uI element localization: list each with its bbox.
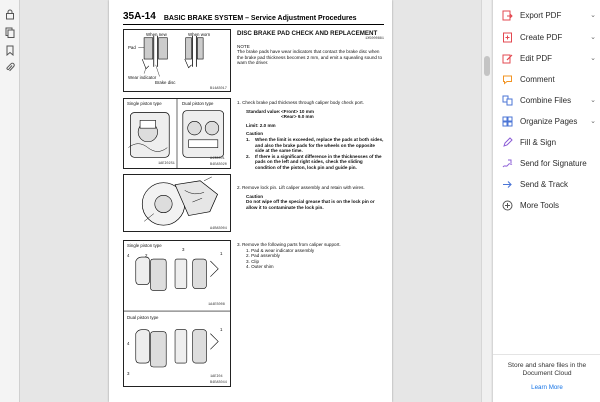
label-when-new: When new bbox=[146, 32, 167, 37]
step-1: 1. Check brake pad thickness through caliper body check port. bbox=[237, 100, 364, 105]
callout-1-dual: 1 bbox=[220, 327, 223, 332]
page-number: 35A-14 bbox=[123, 11, 156, 22]
chevron-down-icon[interactable]: ⌄ bbox=[590, 55, 596, 62]
scrollbar-thumb[interactable] bbox=[484, 56, 490, 76]
fill-sign-icon bbox=[501, 136, 513, 148]
comment-icon bbox=[501, 73, 513, 85]
lift-caliper-drawing bbox=[124, 175, 230, 231]
caution-item-2-text: If there is a significant difference in the thicknesses of the pads on the left and right sides, check the sliding condition of the piston, lock pin and guide pin. bbox=[255, 153, 382, 170]
tool-label: Export PDF bbox=[520, 10, 562, 20]
part-1: 1. Pad & wear indicator assembly bbox=[246, 247, 315, 253]
figure-code-b: A4S0001 bbox=[210, 157, 225, 161]
callout-4: 4 bbox=[127, 253, 130, 258]
copy-pages-icon[interactable] bbox=[3, 25, 17, 39]
part-4: 4. Outer shim bbox=[246, 264, 274, 270]
figure-caliper-check-port bbox=[123, 98, 231, 169]
label-dual-piston: Dual piston type bbox=[182, 101, 214, 106]
step-1-block bbox=[237, 100, 384, 171]
callout-2: 2 bbox=[145, 253, 148, 258]
tool-label: Create PDF bbox=[520, 32, 563, 42]
tool-label: Send & Track bbox=[520, 179, 569, 189]
tool-edit-pdf[interactable] bbox=[501, 51, 597, 65]
figure-code-c: B4EAS044 bbox=[210, 381, 227, 385]
document-cloud-promo bbox=[493, 362, 600, 378]
lock-icon[interactable] bbox=[3, 7, 17, 21]
section-heading: DISC BRAKE PAD CHECK AND REPLACEMENT bbox=[237, 30, 378, 37]
tool-more-tools[interactable] bbox=[501, 198, 597, 212]
step-2-block bbox=[237, 185, 384, 210]
tool-organize-pages[interactable] bbox=[501, 114, 597, 128]
bookmark-icon[interactable] bbox=[3, 43, 17, 57]
figure-code-b: 1AEI04 bbox=[210, 375, 223, 379]
tool-comment[interactable] bbox=[501, 72, 597, 86]
chevron-down-icon[interactable]: ⌄ bbox=[590, 118, 596, 125]
tool-label: Fill & Sign bbox=[520, 137, 557, 147]
left-navigation-pane bbox=[0, 0, 20, 402]
tools-pane bbox=[492, 0, 600, 402]
wear-indicator-drawing bbox=[124, 30, 230, 91]
page-title: BASIC BRAKE SYSTEM – Service Adjustment Procedures bbox=[163, 15, 357, 22]
tool-send-track[interactable] bbox=[501, 177, 597, 191]
chevron-down-icon[interactable]: ⌄ bbox=[590, 12, 596, 19]
send-track-icon bbox=[501, 178, 513, 190]
tool-label: Comment bbox=[520, 74, 555, 84]
step-3-block bbox=[237, 242, 384, 270]
part-2: 2. Pad assembly bbox=[246, 253, 280, 259]
step-2: 2. Remove lock pin. Lift caliper assembly and retain with wires. bbox=[237, 185, 365, 190]
learn-more-link[interactable]: Learn More bbox=[531, 384, 563, 391]
caution-item-1 bbox=[237, 137, 384, 154]
tool-label: Combine Files bbox=[520, 95, 572, 105]
figure-code: A4RAS004 bbox=[210, 227, 227, 231]
tool-create-pdf[interactable] bbox=[501, 30, 597, 44]
callout-3: 3 bbox=[182, 247, 185, 252]
step-3: 3. Remove the following parts from caliper support. bbox=[237, 242, 341, 247]
note-text: The brake pads have wear indicators that contact the brake disc when the brake pad thickness becomes 2 mm, and emit a squealing sound to warn the driver. bbox=[237, 49, 383, 66]
more-tools-icon bbox=[501, 199, 513, 211]
label-brake-disc: Brake disc bbox=[155, 80, 176, 85]
label-pad: Pad bbox=[128, 45, 136, 50]
combine-files-icon bbox=[501, 94, 513, 106]
part-3: 3. Clip bbox=[246, 258, 260, 264]
edit-pdf-icon bbox=[501, 52, 513, 64]
pane-divider bbox=[493, 354, 600, 355]
promo-line-1: Store and share files in the bbox=[507, 362, 587, 369]
tool-label: Edit PDF bbox=[520, 53, 553, 63]
callout-3-dual: 3 bbox=[127, 371, 130, 376]
figure-code: B14AS017 bbox=[210, 87, 227, 91]
pdf-page bbox=[109, 0, 392, 402]
limit-value: Limit: 2.0 mm bbox=[246, 122, 276, 128]
figure-lift-caliper bbox=[123, 174, 231, 232]
label-single-piston: Single piston type bbox=[127, 101, 162, 106]
figure-wear-indicator bbox=[123, 29, 231, 92]
section-code: 1X5000881 bbox=[365, 37, 384, 41]
page-header bbox=[123, 9, 384, 25]
send-for-signature-icon bbox=[501, 157, 513, 169]
caution-2-text: Do not wipe off the special grease that is on the lock pin or allow it to contaminate the lock pin. bbox=[246, 199, 375, 210]
caution-item-1-number: 1. bbox=[246, 136, 250, 142]
create-pdf-icon bbox=[501, 31, 513, 43]
figure-code-a: 1A4ES008 bbox=[208, 303, 225, 307]
label-dual-piston: Dual piston type bbox=[127, 315, 159, 320]
chevron-down-icon[interactable]: ⌄ bbox=[590, 97, 596, 104]
caution-label: Caution bbox=[246, 131, 264, 137]
vertical-scrollbar[interactable] bbox=[481, 0, 491, 402]
caution-label-2: Caution bbox=[246, 193, 264, 199]
callout-1: 1 bbox=[220, 251, 223, 256]
figure-code-a: 1AEI02S1 bbox=[158, 162, 175, 166]
export-pdf-icon bbox=[501, 9, 513, 21]
standard-front: <Front> 10 mm bbox=[281, 108, 314, 114]
standard-rear: <Rear> 9.0 mm bbox=[281, 114, 314, 120]
label-single-piston: Single piston type bbox=[127, 243, 162, 248]
label-when-worn: When worn bbox=[188, 32, 211, 37]
document-viewport[interactable] bbox=[21, 0, 481, 402]
organize-pages-icon bbox=[501, 115, 513, 127]
tool-send-for-signature[interactable] bbox=[501, 156, 597, 170]
chevron-down-icon[interactable]: ⌄ bbox=[590, 34, 596, 41]
promo-line-2: Document Cloud bbox=[522, 370, 572, 377]
caution-item-2 bbox=[237, 154, 384, 171]
caution-item-1-text: When the limit is exceeded, replace the pads at both sides, and also the brake pads for the wheels on the opposite side at the same time. bbox=[255, 136, 384, 154]
tool-label: Send for Signature bbox=[520, 158, 587, 168]
caution-item-2-number: 2. bbox=[246, 153, 250, 159]
section-intro bbox=[237, 30, 384, 66]
tool-fill-sign[interactable] bbox=[501, 135, 597, 149]
pad-parts-drawing bbox=[124, 241, 230, 386]
tool-export-pdf[interactable] bbox=[501, 8, 597, 22]
figure-pad-parts bbox=[123, 240, 231, 387]
standard-value-label: Standard value: bbox=[246, 108, 281, 114]
figure-code-c: B4EAS020 bbox=[210, 163, 227, 167]
callout-4-dual: 4 bbox=[127, 341, 130, 346]
paperclip-icon[interactable] bbox=[3, 60, 17, 74]
tool-label: More Tools bbox=[520, 200, 559, 210]
note-label: NOTE bbox=[237, 43, 250, 49]
tool-combine-files[interactable] bbox=[501, 93, 597, 107]
tool-label: Organize Pages bbox=[520, 116, 578, 126]
label-wear-indicator: Wear indicator bbox=[128, 75, 157, 80]
